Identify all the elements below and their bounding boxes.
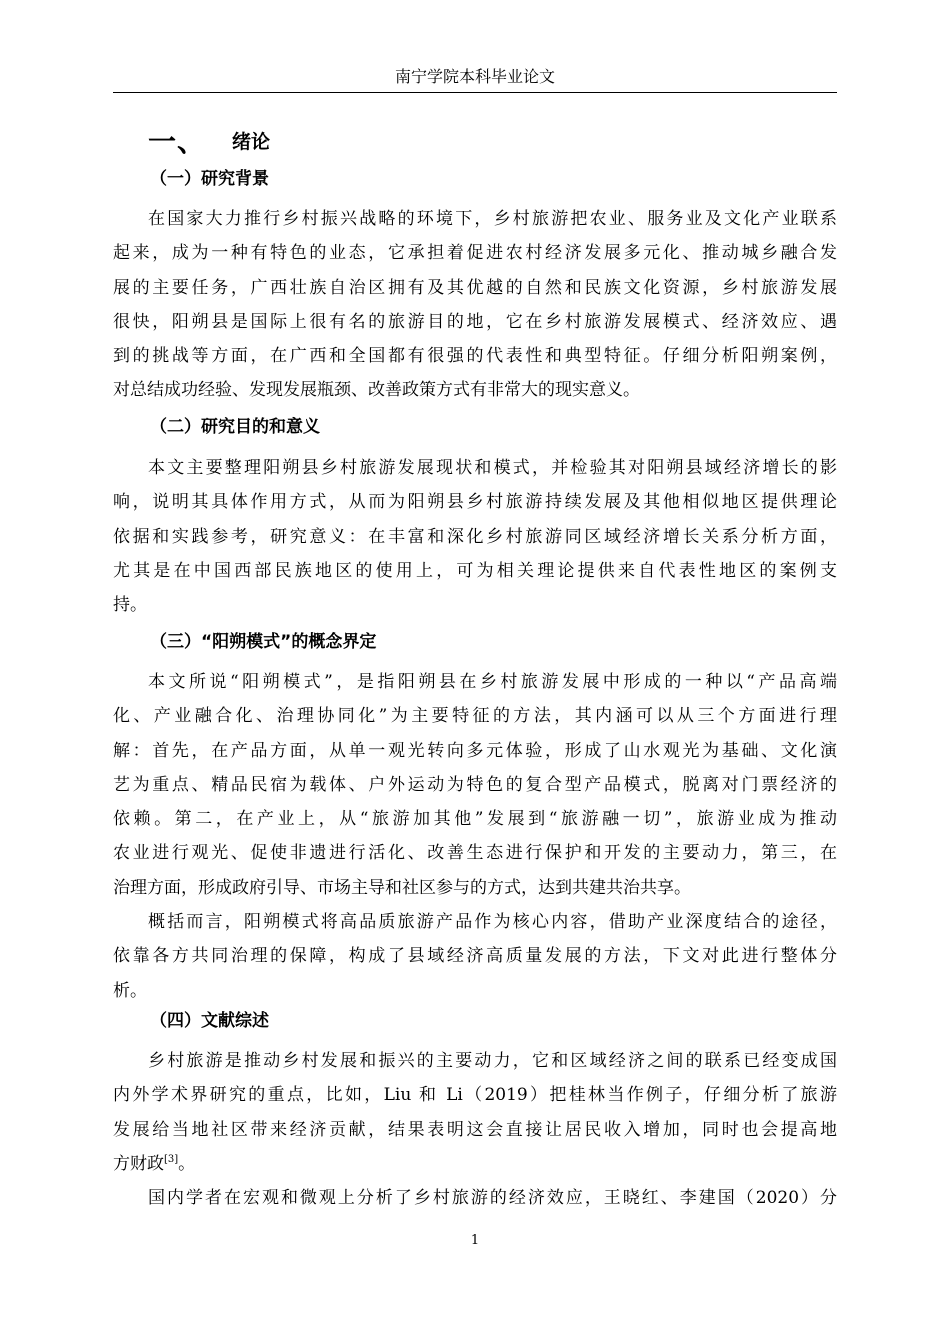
text-line: 治理方面，形成政府引导、市场主导和社区参与的方式，达到共建共治共享。 bbox=[113, 877, 691, 898]
paragraph-concept bbox=[113, 665, 837, 905]
paragraph-domestic bbox=[113, 1181, 837, 1215]
text-line bbox=[113, 1147, 837, 1181]
text-line: 农业进行观光、促使非遗进行活化、改善生态进行保护和开发的主要动力，第三，在 bbox=[113, 843, 837, 864]
text-line: 发展给当地社区带来经济贡献，结果表明这会直接让居民收入增加，同时也会提高地 bbox=[113, 1119, 837, 1140]
text-line: 起来，成为一种有特色的业态，它承担着促进农村经济发展多元化、推动城乡融合发 bbox=[113, 243, 837, 264]
text-run: 。 bbox=[178, 1153, 196, 1174]
text-line: 解：首先，在产品方面，从单一观光转向多元体验，形成了山水观光为基础、文化演 bbox=[113, 740, 837, 761]
text-line: 很快，阳朔县是国际上很有名的旅游目的地，它在乡村旅游发展模式、经济效应、遇 bbox=[113, 311, 837, 332]
text-line: 化、产业融合化、治理协同化”为主要特征的方法，其内涵可以从三个方面进行理 bbox=[113, 706, 837, 727]
section-heading-literature: （四）文献综述 bbox=[150, 1011, 269, 1031]
page-header-title: 南宁学院本科毕业论文 bbox=[394, 67, 555, 86]
chapter-title: 绪论 bbox=[232, 131, 271, 153]
section-heading-purpose: （二）研究目的和意义 bbox=[150, 417, 320, 437]
page-number: 1 bbox=[470, 1233, 480, 1248]
paragraph-summary bbox=[113, 905, 837, 1008]
text-line: 艺为重点、精品民宿为载体、户外运动为特色的复合型产品模式，脱离对门票经济的 bbox=[113, 774, 837, 795]
text-line: 尤其是在中国西部民族地区的使用上，可为相关理论提供来自代表性地区的案例支 bbox=[113, 560, 837, 581]
text-line: 响，说明其具体作用方式，从而为阳朔县乡村旅游持续发展及其他相似地区提供理论 bbox=[113, 492, 837, 513]
text-line: 对总结成功经验、发现发展瓶颈、改善政策方式有非常大的现实意义。 bbox=[113, 380, 640, 401]
text-line: 持。 bbox=[113, 595, 147, 616]
text-line: 展的主要任务，广西壮族自治区拥有及其优越的自然和民族文化资源，乡村旅游发展 bbox=[113, 277, 837, 298]
text-line: 在国家大力推行乡村振兴战略的环境下，乡村旅游把农业、服务业及文化产业联系 bbox=[148, 209, 837, 229]
text-line: 内外学术界研究的重点，比如，Liu 和 Li（2019）把桂林当作例子，仔细分析了旅游 bbox=[113, 1085, 837, 1106]
text-line: 本文主要整理阳朔县乡村旅游发展现状和模式，并检验其对阳朔县域经济增长的影 bbox=[148, 458, 837, 478]
chapter-heading bbox=[148, 120, 270, 160]
section-heading-background: （一）研究背景 bbox=[150, 169, 269, 189]
text-line: 到的挑战等方面，在广西和全国都有很强的代表性和典型特征。仔细分析阳朔案例， bbox=[113, 346, 837, 367]
text-line: 概括而言，阳朔模式将高品质旅游产品作为核心内容，借助产业深度结合的途径， bbox=[148, 912, 837, 932]
header-rule bbox=[113, 92, 837, 93]
section-heading-concept: （三）“阳朔模式”的概念界定 bbox=[150, 632, 377, 652]
paragraph-purpose bbox=[113, 451, 837, 622]
text-run: 方财政 bbox=[113, 1153, 164, 1174]
paragraph-background bbox=[113, 202, 837, 408]
text-line: 乡村旅游是推动乡村发展和振兴的主要动力，它和区域经济之间的联系已经变成国 bbox=[148, 1051, 837, 1071]
chapter-number: 一、 bbox=[148, 125, 207, 158]
text-line: 国内学者在宏观和微观上分析了乡村旅游的经济效应，王晓红、李建国（2020）分 bbox=[148, 1188, 837, 1208]
text-line: 依靠各方共同治理的保障，构成了县域经济高质量发展的方法，下文对此进行整体分 bbox=[113, 946, 837, 967]
text-line: 本文所说“阳朔模式”，是指阳朔县在乡村旅游发展中形成的一种以“产品高端 bbox=[148, 672, 837, 692]
citation-marker: [3] bbox=[164, 1153, 179, 1165]
text-line: 依赖。第二，在产业上，从“旅游加其他”发展到“旅游融一切”，旅游业成为推动 bbox=[113, 809, 837, 830]
paragraph-literature bbox=[113, 1044, 837, 1181]
text-line: 析。 bbox=[113, 980, 147, 1001]
text-line: 依据和实践参考，研究意义：在丰富和深化乡村旅游同区域经济增长关系分析方面， bbox=[113, 526, 837, 547]
